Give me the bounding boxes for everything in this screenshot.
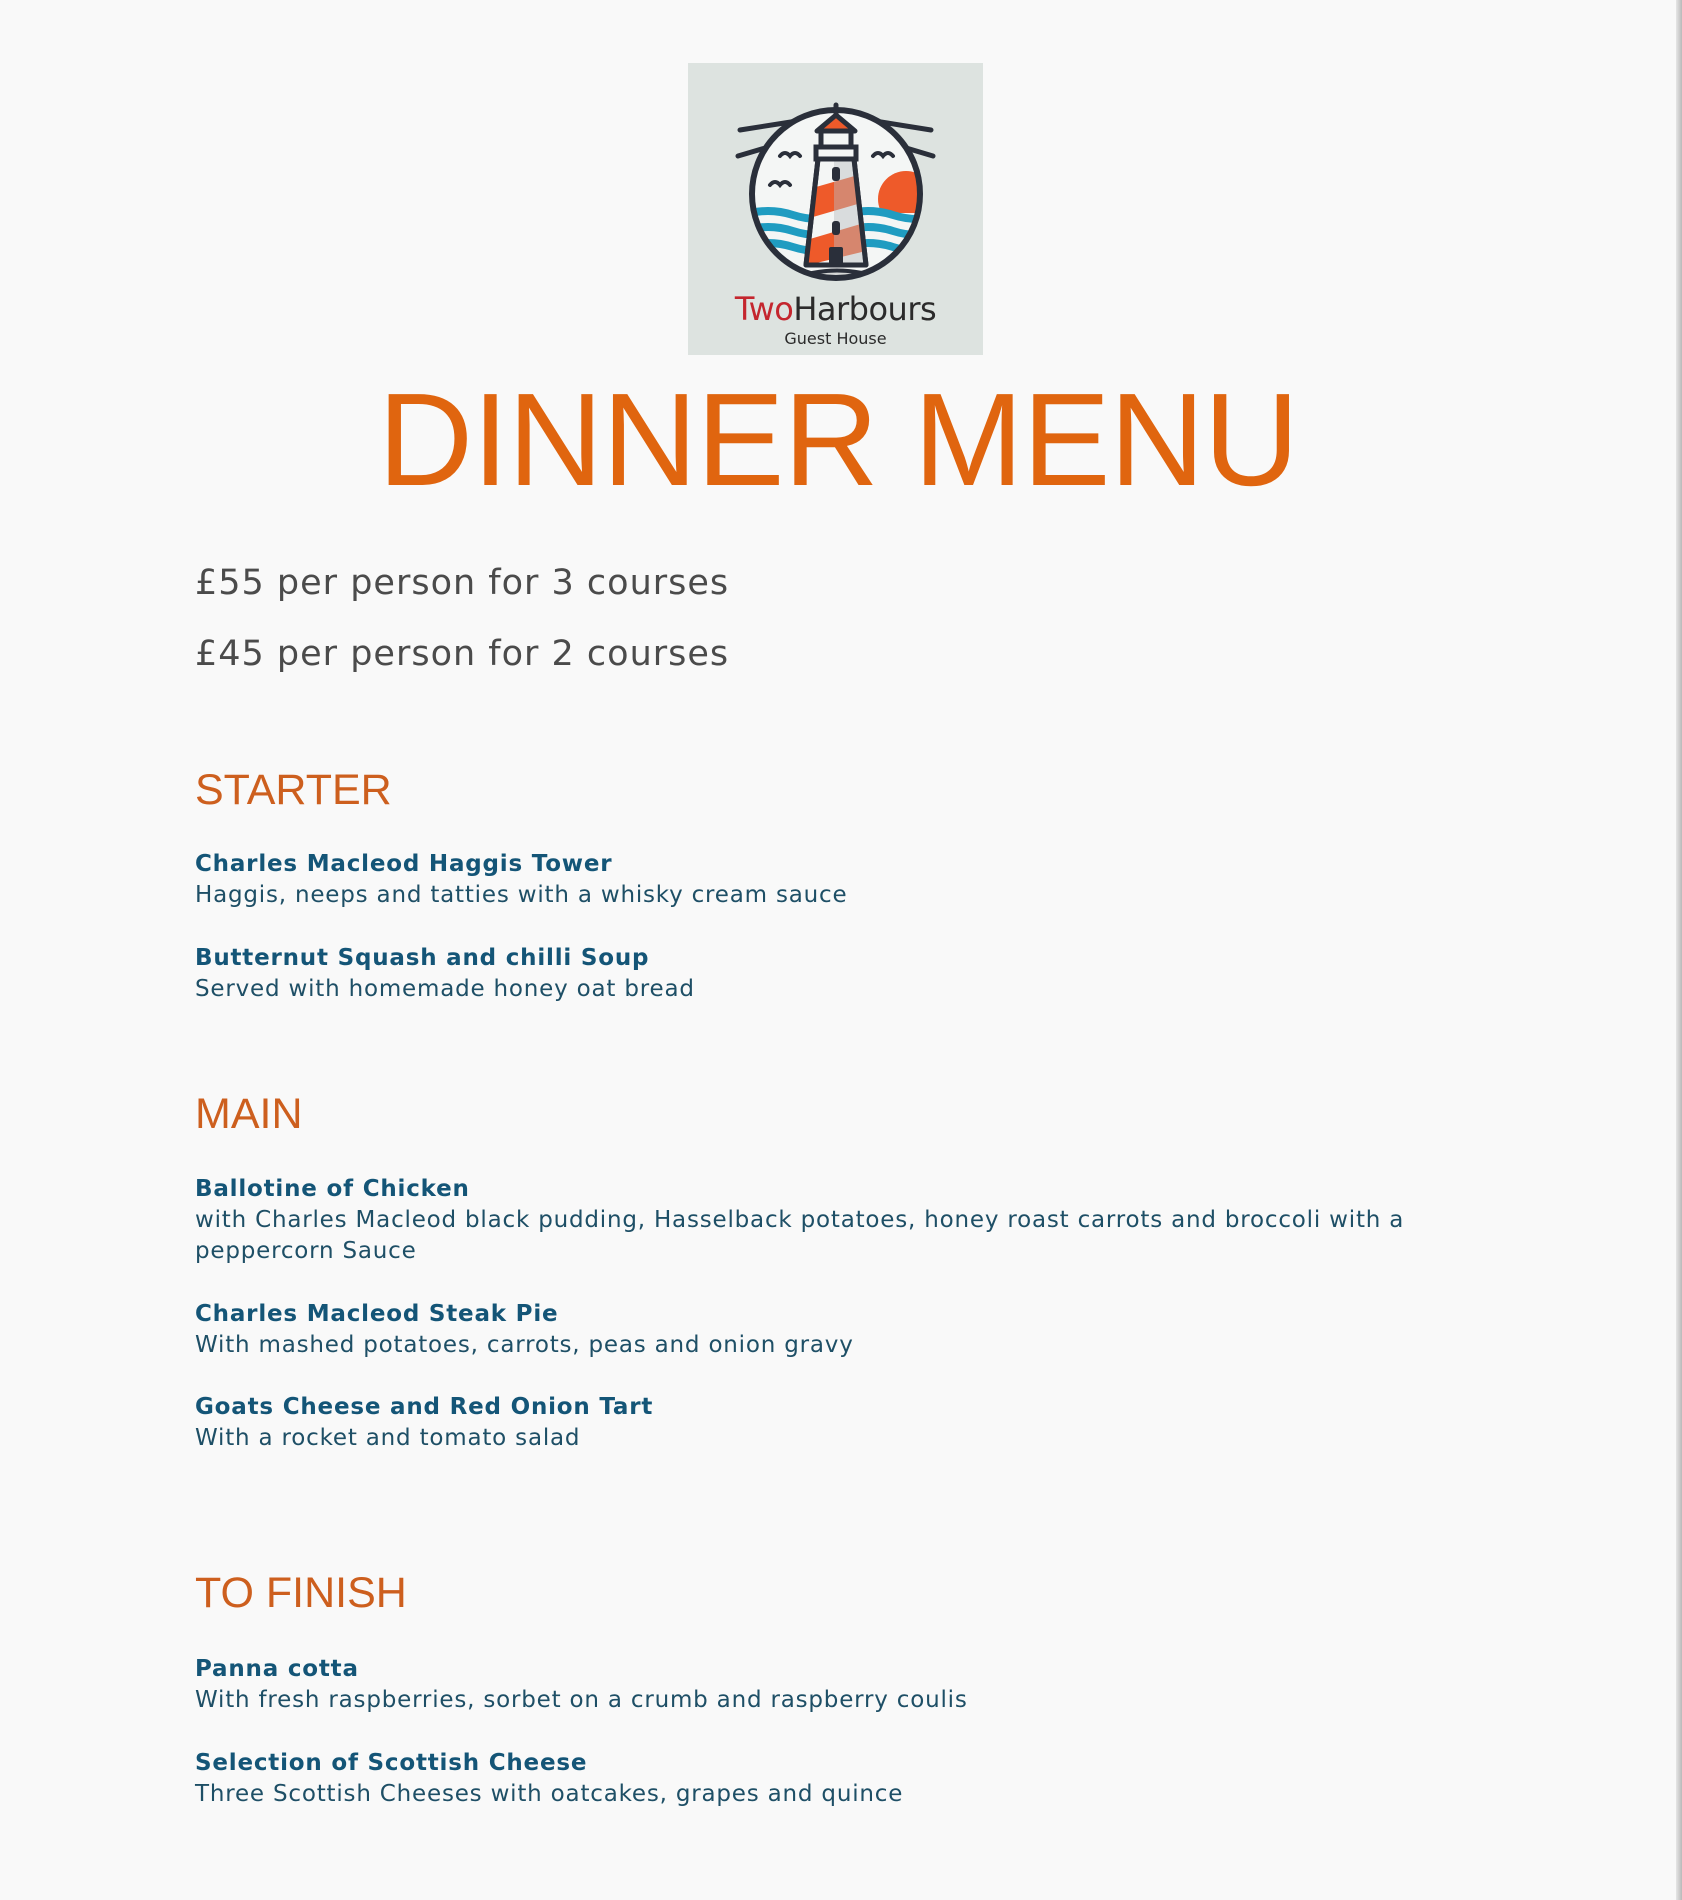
dish-description: With a rocket and tomato salad [195, 1425, 581, 1451]
section-heading-starter: STARTER [195, 766, 392, 814]
logo-name-part2: Harbours [793, 290, 937, 328]
dish-name: Panna cotta [195, 1656, 359, 1682]
section-heading-main: MAIN [195, 1090, 303, 1138]
dish-description: Three Scottish Cheeses with oatcakes, grapes and quince [195, 1781, 904, 1807]
page-edge-shadow [1676, 0, 1682, 1900]
page-title: DINNER MENU [377, 366, 1299, 513]
dish-name: Charles Macleod Haggis Tower [195, 851, 613, 877]
logo-name-part1: Two [734, 290, 794, 328]
price-line-3-courses: £55 per person for 3 courses [195, 563, 730, 603]
dish-name: Butternut Squash and chilli Soup [195, 945, 650, 971]
logo-wordmark [688, 289, 983, 329]
dish-name: Charles Macleod Steak Pie [195, 1301, 559, 1327]
dish-name: Selection of Scottish Cheese [195, 1750, 588, 1776]
section-heading-to-finish: TO FINISH [195, 1569, 407, 1617]
dish-description: Served with homemade honey oat bread [195, 976, 695, 1002]
logo-subtitle: Guest House [784, 329, 887, 348]
dish-name: Ballotine of Chicken [195, 1176, 470, 1202]
dish-description: With fresh raspberries, sorbet on a crumb and raspberry coulis [195, 1687, 968, 1713]
dish-description: Haggis, neeps and tatties with a whisky cream sauce [195, 882, 848, 908]
dish-description: with Charles Macleod black pudding, Hasselback potatoes, honey roast carrots and broccoli with a peppercorn Sauce [195, 1207, 1405, 1264]
two-harbours-logo [688, 63, 983, 355]
dish-description: With mashed potatoes, carrots, peas and onion gravy [195, 1332, 854, 1358]
dish-name: Goats Cheese and Red Onion Tart [195, 1394, 654, 1420]
price-line-2-courses: £45 per person for 2 courses [195, 634, 730, 674]
